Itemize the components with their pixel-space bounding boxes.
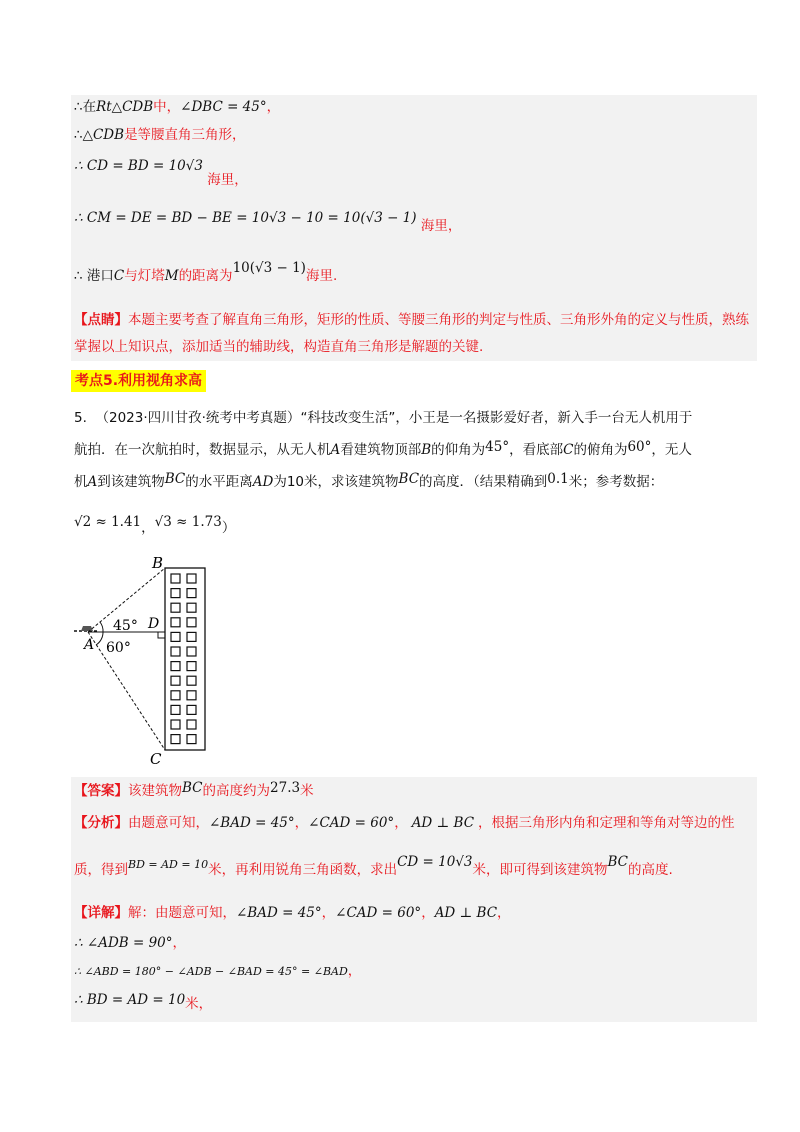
- problem-line-2: 航拍．在一次航拍时，数据显示，从无人机A看建筑物顶部B的仰角为45°，看底部C的俯角为60°，无人: [74, 439, 692, 458]
- comment-paragraph: 【点睛】本题主要考查了解直角三角形，矩形的性质、等腰三角形的判定与性质、三角形外角的定义与性质，熟练掌握以上知识点，添加适当的辅助线，构造直角三角形是解题的关键.: [74, 312, 749, 355]
- window: [171, 720, 180, 729]
- detail-line-4: ∴ BD = AD = 10米，: [74, 992, 213, 1012]
- window: [187, 735, 196, 744]
- label-C: C: [150, 750, 162, 768]
- building-windows: [171, 574, 196, 744]
- window: [171, 632, 180, 641]
- detail-line-3: ∴ ∠ABD = 180° − ∠ADB − ∠BAD = 45° = ∠BAD，: [74, 963, 362, 979]
- answer-line: 【答案】该建筑物BC的高度约为27.3米: [74, 780, 314, 799]
- label-angle-45: 45°: [113, 618, 138, 634]
- solution-line-4: ∴ CM = DE = BD − BE = 10√3 − 10 = 10(√3 − 1) 海里，: [74, 210, 462, 234]
- window: [171, 574, 180, 583]
- label-B: B: [152, 554, 164, 572]
- window: [187, 647, 196, 656]
- window: [187, 603, 196, 612]
- window: [171, 705, 180, 714]
- window: [187, 676, 196, 685]
- window: [187, 691, 196, 700]
- window: [171, 589, 180, 598]
- problem-line-1: 5. （2023·四川甘孜·统考中考真题）“科技改变生活”，小王是一名摄影爱好者，新入手一台无人机用于: [74, 410, 693, 426]
- window: [187, 589, 196, 598]
- problem-reference-data: √2 ≈ 1.41，√3 ≈ 1.73）: [74, 514, 236, 536]
- detail-line-1: 【详解】解：由题意可知，∠BAD = 45°，∠CAD = 60°，AD ⊥ BC，: [74, 905, 511, 921]
- window: [171, 735, 180, 744]
- angle-arc-45: [100, 622, 103, 632]
- angle-arc-60: [96, 632, 103, 645]
- window: [171, 603, 180, 612]
- problem-line-3: 机A到该建筑物BC的水平距离AD为10米，求该建筑物BC的高度．（结果精确到0.1米；参考数据：: [74, 471, 664, 490]
- detail-line-2: ∴ ∠ADB = 90°，: [74, 935, 187, 951]
- window: [171, 662, 180, 671]
- window: [187, 705, 196, 714]
- window: [187, 574, 196, 583]
- label-A: A: [84, 637, 95, 653]
- solution-line-5: ∴ 港口C与灯塔M的距离为10(√3 − 1)海里.: [74, 260, 338, 284]
- analysis-line-2: 质，得到$^{BD = AD = 10}$米，再利用锐角三角函数，求出CD = 10√3米，即可得到该建筑物BC的高度.: [74, 854, 673, 878]
- section-heading: 考点5.利用视角求高: [71, 370, 206, 392]
- geometry-figure: [60, 552, 280, 772]
- right-angle-mark: [158, 632, 165, 638]
- window: [187, 720, 196, 729]
- analysis-line-1: 【分析】由题意可知，∠BAD = 45°，∠CAD = 60°， AD ⊥ BC ，根据三角形内角和定理和等角对等边的性: [74, 815, 735, 831]
- window: [171, 691, 180, 700]
- window: [187, 618, 196, 627]
- window: [171, 676, 180, 685]
- solution-line-3: ∴ CD = BD = 10√3 海里，: [74, 158, 248, 188]
- window: [187, 662, 196, 671]
- label-D: D: [148, 616, 160, 632]
- solution-line-2: ∴△CDB是等腰直角三角形，: [74, 127, 246, 143]
- drone-icon: [81, 626, 93, 631]
- label-angle-60: 60°: [106, 640, 131, 656]
- window: [171, 647, 180, 656]
- window: [171, 618, 180, 627]
- solution-line-1: ∴在Rt△CDB中，∠DBC = 45°，: [74, 99, 281, 115]
- window: [187, 632, 196, 641]
